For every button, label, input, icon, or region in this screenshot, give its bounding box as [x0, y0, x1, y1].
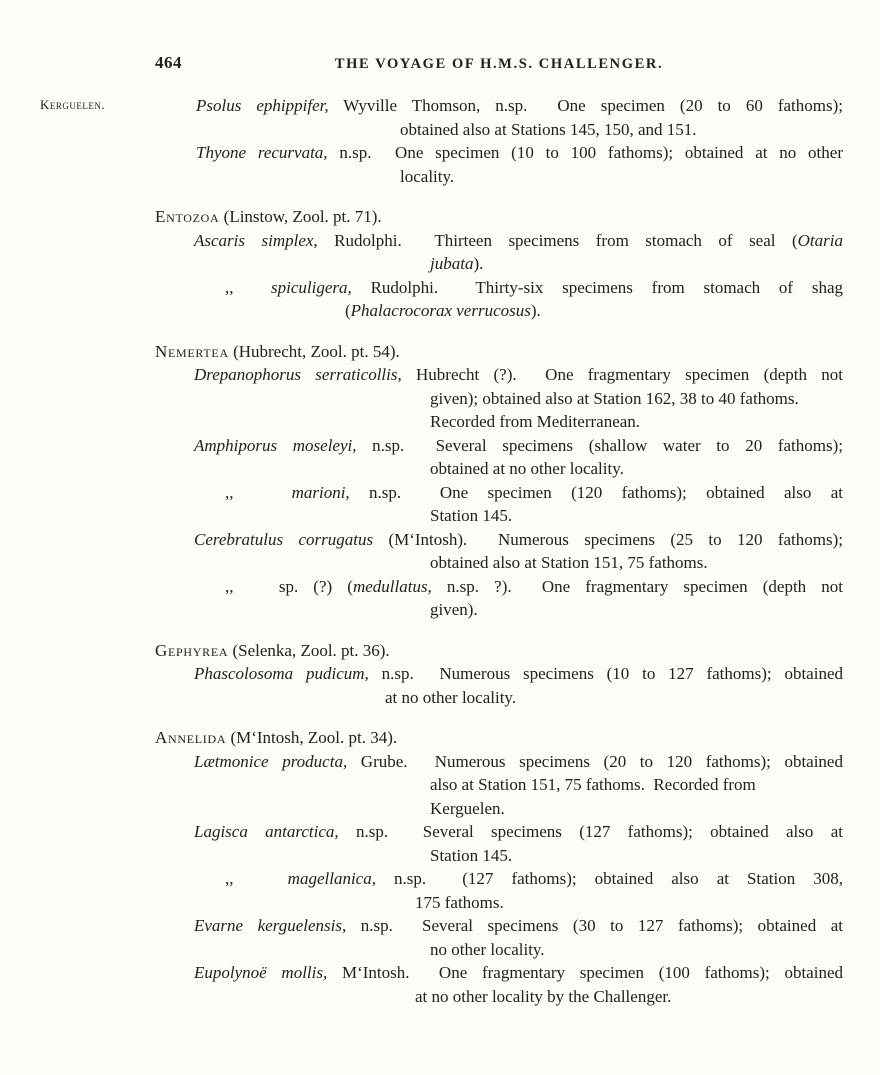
species-name: Ascaris simplex,	[194, 230, 318, 250]
text-line	[196, 94, 843, 118]
text-segment: (M‘Intosh). Numerous specimens (25 to 120 fathoms);	[373, 529, 843, 549]
text-line	[225, 276, 843, 300]
text-line	[430, 938, 843, 962]
section	[155, 639, 843, 710]
section-heading-citation: (Linstow, Zool. pt. 71).	[219, 207, 382, 226]
text-line	[194, 528, 843, 552]
text-line	[194, 229, 843, 253]
species-entry	[155, 229, 843, 276]
text-segment: Hubrecht (?). One fragmentary specimen (depth not	[401, 365, 843, 384]
text-line	[194, 434, 843, 458]
text-block	[155, 94, 843, 1008]
species-entry	[155, 750, 843, 821]
text-segment: ,,	[225, 869, 288, 888]
section-name: Annelida	[155, 728, 227, 747]
species-name: Amphiporus moseleyi,	[194, 435, 357, 455]
text-line	[194, 961, 843, 985]
text-segment: 175 fathoms.	[415, 892, 504, 912]
text-segment: Station 145.	[430, 845, 513, 865]
species-name: Lagisca antarctica,	[194, 822, 339, 841]
species-name: Psolus ephippifer,	[196, 96, 329, 115]
species-entry	[155, 961, 843, 1008]
text-segment: at no other locality by the Challenger.	[415, 986, 672, 1006]
species-name: Otaria	[797, 230, 843, 250]
text-segment: given); obtained also at Station 162, 38 to 40 fathoms.	[430, 388, 799, 408]
text-segment: ).	[530, 301, 541, 320]
text-segment: (	[345, 301, 351, 320]
text-line	[194, 820, 843, 844]
species-name: Phalacrocorax verrucosus	[350, 301, 531, 320]
section-heading	[155, 340, 843, 364]
text-segment: ).	[473, 254, 484, 273]
section-name: Entozoa	[155, 207, 220, 226]
text-segment: M‘Intosh. One fragmentary specimen (100 fathoms); obtained	[327, 963, 843, 982]
species-name: medullatus,	[352, 576, 432, 596]
text-segment: ,, sp. (?) (	[225, 576, 353, 596]
species-name: Phascolosoma pudicum,	[194, 664, 369, 683]
species-entry	[155, 363, 843, 434]
species-entry	[155, 820, 843, 867]
text-line	[430, 457, 843, 481]
species-name: magellanica,	[287, 869, 376, 888]
text-line	[415, 891, 843, 915]
text-line	[385, 686, 843, 710]
species-name: Cerebratulus corrugatus	[194, 529, 374, 549]
species-name: Drepanophorus serraticollis,	[194, 365, 402, 384]
section-name: Gephyrea	[155, 640, 229, 660]
species-entry	[155, 276, 843, 323]
text-line	[430, 844, 843, 868]
text-segment: Kerguelen.	[430, 798, 505, 818]
text-line	[430, 387, 843, 411]
text-line	[225, 481, 843, 505]
text-segment: no other locality.	[430, 939, 545, 959]
text-line	[345, 299, 843, 323]
margin-note: Kerguelen.	[40, 97, 106, 112]
text-line	[225, 575, 843, 599]
section-heading-citation: (Hubrecht, Zool. pt. 54).	[228, 341, 400, 361]
text-line	[194, 662, 843, 686]
species-name: Thyone recurvata,	[196, 143, 328, 162]
section	[155, 205, 843, 323]
species-entry	[155, 575, 843, 622]
text-segment: at no other locality.	[385, 687, 517, 707]
text-segment: locality.	[400, 166, 455, 186]
text-line	[430, 598, 843, 622]
text-line	[196, 141, 843, 165]
section-heading-citation: (M‘Intosh, Zool. pt. 34).	[226, 728, 398, 747]
species-entry	[155, 662, 843, 709]
species-name: Eupolynoë mollis,	[194, 963, 328, 982]
section-heading	[155, 726, 843, 750]
text-segment: also at Station 151, 75 fathoms. Recorded from	[430, 775, 756, 794]
species-name: Lætmonice producta,	[194, 751, 348, 771]
text-line	[430, 551, 843, 575]
running-title: THE VOYAGE OF H.M.S. CHALLENGER.	[334, 56, 664, 72]
text-segment: n.sp. (127 fathoms); obtained also at Station 308,	[375, 869, 843, 888]
species-entry	[155, 528, 843, 575]
text-line	[400, 118, 843, 142]
text-segment: Wyville Thomson, n.sp. One specimen (20 to 60 fathoms);	[328, 96, 843, 115]
species-entry	[155, 481, 843, 528]
species-entry	[155, 434, 843, 481]
species-name: jubata	[430, 254, 474, 273]
species-entry	[155, 867, 843, 914]
text-line	[415, 985, 843, 1009]
text-line	[400, 165, 843, 189]
text-segment: n.sp. Several specimens (30 to 127 fathoms); obtained at	[346, 916, 844, 935]
text-line	[430, 773, 843, 797]
text-segment: n.sp. Several specimens (shallow water to 20 fathoms);	[356, 435, 843, 455]
text-segment: Rudolphi. Thirteen specimens from stomach of seal (	[317, 230, 798, 250]
text-segment: given).	[430, 600, 478, 619]
text-line	[430, 504, 843, 528]
species-entry	[155, 94, 843, 141]
text-segment: Rudolphi. Thirty-six specimens from stomach of shag	[351, 277, 844, 297]
species-name: Evarne kerguelensis,	[194, 916, 347, 935]
section-heading-citation: (Selenka, Zool. pt. 36).	[228, 640, 390, 660]
species-entry	[155, 914, 843, 961]
text-segment: n.sp. One specimen (120 fathoms); obtained also at	[349, 482, 844, 502]
section	[155, 94, 843, 188]
text-segment: Grube. Numerous specimens (20 to 120 fathoms); obtained	[347, 751, 843, 771]
text-line	[194, 750, 843, 774]
text-segment: obtained at no other locality.	[430, 459, 624, 478]
section-heading	[155, 205, 843, 229]
text-segment: n.sp. Numerous specimens (10 to 127 fathoms); obtained	[368, 664, 843, 683]
text-line	[430, 410, 843, 434]
text-segment: ,,	[225, 482, 292, 502]
text-segment: n.sp. One specimen (10 to 100 fathoms); obtained at no other	[327, 143, 843, 162]
section-heading	[155, 639, 843, 663]
page-number: 464	[155, 53, 182, 72]
text-segment: ,,	[225, 277, 272, 297]
text-segment: obtained also at Stations 145, 150, and 151.	[400, 119, 697, 139]
text-segment: obtained also at Station 151, 75 fathoms.	[430, 553, 708, 572]
text-segment: n.sp. ?). One fragmentary specimen (depth not	[431, 576, 843, 596]
text-line	[430, 252, 843, 276]
section-name: Nemertea	[155, 341, 229, 361]
species-entry	[155, 141, 843, 188]
text-segment: Station 145.	[430, 506, 513, 525]
text-segment: n.sp. Several specimens (127 fathoms); obtained also at	[338, 822, 843, 841]
species-name: spiculigera,	[271, 277, 352, 297]
text-line	[194, 363, 843, 387]
section	[155, 726, 843, 1008]
species-name: marioni,	[291, 482, 350, 502]
text-segment: Recorded from Mediterranean.	[430, 412, 641, 431]
text-line	[194, 914, 843, 938]
text-line	[430, 797, 843, 821]
section	[155, 340, 843, 622]
text-line	[225, 867, 843, 891]
